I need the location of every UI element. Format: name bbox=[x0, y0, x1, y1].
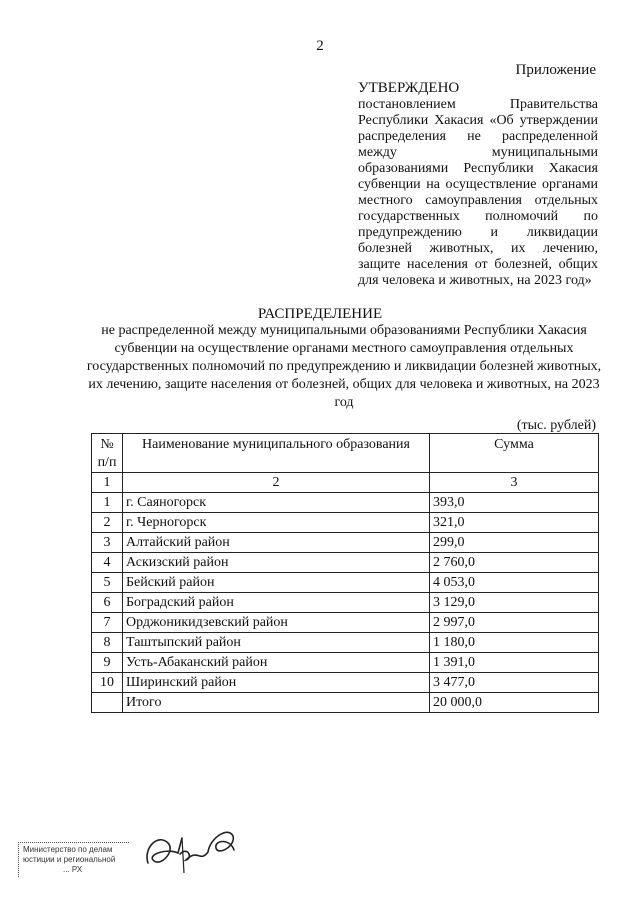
table-row bbox=[92, 533, 599, 553]
total-num-empty bbox=[92, 693, 123, 713]
row-name: Ширинский район bbox=[123, 673, 430, 693]
row-sum: 299,0 bbox=[430, 533, 599, 553]
units-label: (тыс. рублей) bbox=[516, 418, 596, 433]
row-sum: 4 053,0 bbox=[430, 573, 599, 593]
page-number: 2 bbox=[316, 38, 324, 54]
row-num: 2 bbox=[92, 513, 123, 533]
table-row bbox=[92, 513, 599, 533]
row-name: Аскизский район bbox=[123, 553, 430, 573]
table-row bbox=[92, 653, 599, 673]
distribution-table bbox=[91, 433, 599, 713]
table-row bbox=[92, 573, 599, 593]
row-sum: 2 997,0 bbox=[430, 613, 599, 633]
registration-stamp bbox=[18, 842, 129, 877]
table-header-row bbox=[92, 434, 599, 473]
row-name: Алтайский район bbox=[123, 533, 430, 553]
document-title: РАСПРЕДЕЛЕНИЕ bbox=[257, 306, 383, 322]
row-num: 1 bbox=[92, 493, 123, 513]
total-label: Итого bbox=[123, 693, 430, 713]
appendix-label: Приложение bbox=[515, 62, 596, 78]
table-body bbox=[92, 473, 599, 713]
row-sum: 3 477,0 bbox=[430, 673, 599, 693]
row-num: 5 bbox=[92, 573, 123, 593]
table-row bbox=[92, 593, 599, 613]
row-sum: 2 760,0 bbox=[430, 553, 599, 573]
row-num: 4 bbox=[92, 553, 123, 573]
signature-icon bbox=[138, 818, 248, 883]
stamp-line: Министерство по делам bbox=[23, 845, 113, 854]
approval-block bbox=[358, 80, 598, 289]
approval-text: постановлением Правительства Республики Хакасия «Об утверждении распределения не распределенной между муниципальными образованиями Республики Хакасия субвенции на осуществление органами местного самоуправления отдельных государственных полномочий по предупреждению и ликвидации болезней животных, их лечению, защите населения от болезней, общих для человека и животных, на 2023 год» bbox=[358, 97, 598, 288]
row-name: Усть-Абаканский район bbox=[123, 653, 430, 673]
row-num: 6 bbox=[92, 593, 123, 613]
total-row bbox=[92, 693, 599, 713]
table-row bbox=[92, 633, 599, 653]
row-name: Боградский район bbox=[123, 593, 430, 613]
row-num: 9 bbox=[92, 653, 123, 673]
row-num: 7 bbox=[92, 613, 123, 633]
row-num: 8 bbox=[92, 633, 123, 653]
document-subtitle: не распределенной между муниципальными образованиями Республики Хакасия субвенции на осуществление органами местного самоуправления отдельных государственных полномочий по предупреждению и ликвидации болезней животных, их лечению, защите населения от болезней, общих для человека и животных, на 2023 год bbox=[86, 323, 602, 410]
table-row bbox=[92, 553, 599, 573]
stamp-line: ... РХ bbox=[63, 865, 83, 874]
header-num: № п/п bbox=[92, 434, 123, 473]
row-name: г. Черногорск bbox=[123, 513, 430, 533]
table-row bbox=[92, 613, 599, 633]
column-number: 3 bbox=[430, 473, 599, 493]
stamp-line: юстиции и региональной bbox=[23, 855, 116, 864]
column-number-row bbox=[92, 473, 599, 493]
approved-label: УТВЕРЖДЕНО bbox=[358, 80, 460, 96]
row-name: Орджоникидзевский район bbox=[123, 613, 430, 633]
total-sum: 20 000,0 bbox=[430, 693, 599, 713]
row-sum: 1 180,0 bbox=[430, 633, 599, 653]
column-number: 2 bbox=[123, 473, 430, 493]
header-name: Наименование муниципального образования bbox=[123, 434, 430, 473]
row-num: 3 bbox=[92, 533, 123, 553]
row-name: Таштыпский район bbox=[123, 633, 430, 653]
row-sum: 393,0 bbox=[430, 493, 599, 513]
table-row bbox=[92, 493, 599, 513]
row-sum: 3 129,0 bbox=[430, 593, 599, 613]
row-name: г. Саяногорск bbox=[123, 493, 430, 513]
column-number: 1 bbox=[92, 473, 123, 493]
table-row bbox=[92, 673, 599, 693]
row-name: Бейский район bbox=[123, 573, 430, 593]
row-num: 10 bbox=[92, 673, 123, 693]
row-sum: 321,0 bbox=[430, 513, 599, 533]
row-sum: 1 391,0 bbox=[430, 653, 599, 673]
header-sum: Сумма bbox=[430, 434, 599, 473]
